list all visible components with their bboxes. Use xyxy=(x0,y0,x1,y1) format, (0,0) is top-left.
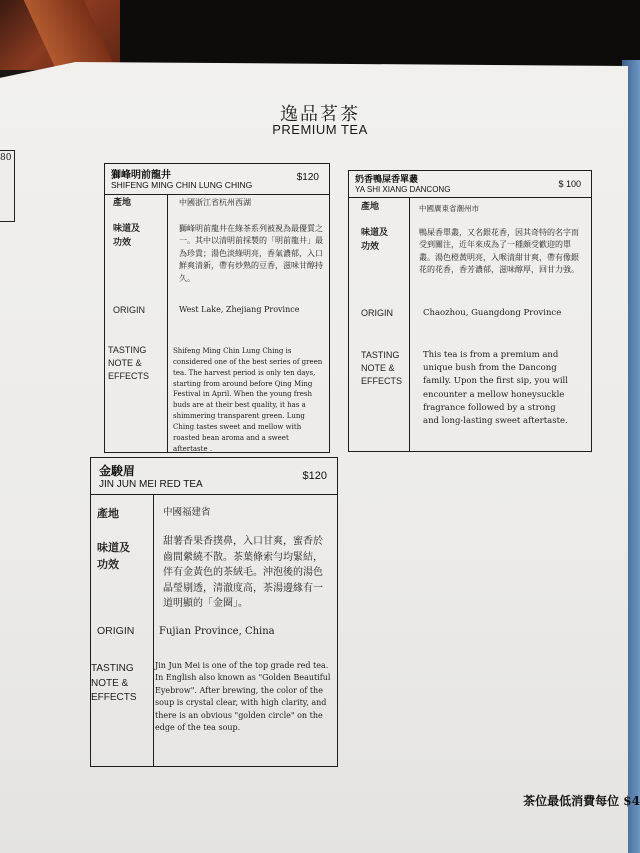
origin-label-chinese: 產地 xyxy=(97,507,119,520)
origin-label-english: ORIGIN xyxy=(97,625,135,637)
menu-title-chinese: 逸品茗茶 xyxy=(280,104,360,125)
tea-card-shifeng-lung-ching xyxy=(104,163,330,453)
tea-name-english: SHIFENG MING CHIN LUNG CHING xyxy=(111,180,253,190)
origin-label-english: ORIGIN xyxy=(113,305,146,315)
column-divider xyxy=(409,197,410,451)
taste-label-chinese: 味道及 功效 xyxy=(113,224,141,248)
tea-name-english: JIN JUN MEI RED TEA xyxy=(99,479,203,490)
previous-page-price-fragment: 80 xyxy=(0,153,12,163)
column-divider xyxy=(153,494,154,766)
tasting-notes-value: Shifeng Ming Chin Lung Ching is considered one of the best series of green tea. The harvest period is only ten days, starting from around before Qing Ming Festival in April. When the young fresh buds are at their best quality, it has a shimmering transparent green. Lung Ching tastes sweet and mellow with roasted bean aroma and a sweet aftertaste . xyxy=(173,347,323,453)
menu-title-english: PREMIUM TEA xyxy=(272,122,368,137)
origin-label-chinese: 產地 xyxy=(361,202,380,212)
origin-label-chinese: 產地 xyxy=(113,198,132,208)
taste-value-chinese: 獅峰明前龍井在綠茶系列被視為最優質之一。其中以清明前採製的「明前龍井」最為珍貴；湯色淡綠明亮，香氣濃郁，入口鮮爽清新，帶有炒熟的豆香，滋味甘醇持久。 xyxy=(179,224,323,283)
taste-label-chinese: 味道及 功效 xyxy=(97,541,130,571)
tea-price: $ 100 xyxy=(558,179,581,189)
origin-value-chinese: 中國廣東省潮州市 xyxy=(419,204,479,213)
tasting-notes-label: TASTING NOTE & EFFECTS xyxy=(361,350,403,387)
minimum-charge-notice: 茶位最低消費每位 $4 xyxy=(523,794,640,808)
tea-card-header xyxy=(349,171,591,198)
previous-page-edge xyxy=(0,150,15,222)
tea-card-ya-shi-xiang xyxy=(348,170,592,452)
tea-name-chinese: 獅峰明前龍井 xyxy=(111,170,171,181)
origin-value-english: Chaozhou, Guangdong Province xyxy=(423,308,562,318)
tea-name-chinese: 奶香鴨屎香單叢 xyxy=(355,175,419,185)
tasting-notes-value: Jin Jun Mei is one of the top grade red tea. In English also known as "Golden Beautiful Eyebrow". After brewing, the color of the soup is crystal clear, with high clarity, and there is an obvious "golden circle" on the edge of the tea soup. xyxy=(155,661,331,732)
column-divider xyxy=(167,194,168,452)
origin-value-english: Fujian Province, China xyxy=(159,626,275,637)
tasting-notes-label: TASTING NOTE & EFFECTS xyxy=(91,663,137,703)
tea-name-chinese: 金駿眉 xyxy=(99,464,136,478)
tea-name-english: YA SHI XIANG DANCONG xyxy=(355,185,451,194)
origin-value-chinese: 中國福建省 xyxy=(163,507,211,518)
tea-card-header xyxy=(91,458,337,495)
taste-value-chinese: 甜薯香果香撲鼻，入口甘爽，蜜香於齒間縈繞不散。茶葉條索勻均緊結，伴有金黃色的茶絨毛。沖泡後的湯色晶瑩剔透，清澈度高，茶湯邊緣有一道明顯的「金圈」。 xyxy=(163,536,323,609)
taste-label-chinese: 味道及 功效 xyxy=(361,228,389,252)
tea-price: $120 xyxy=(296,172,319,183)
taste-value-chinese: 鴨屎香單叢，又名銀花香，因其奇特的名字而受到關注，近年來成為了一種頗受歡迎的單叢。湯色橙黃明亮，入喉清甜甘爽，帶有像銀花的花香，香芳濃郁，滋味醇厚，回甘力強。 xyxy=(419,228,579,275)
tasting-notes-label: TASTING NOTE & EFFECTS xyxy=(108,345,150,382)
origin-label-english: ORIGIN xyxy=(361,308,394,318)
origin-value-chinese: 中國浙江省杭州西湖 xyxy=(179,198,251,207)
tea-card-header xyxy=(105,164,329,195)
tea-price: $120 xyxy=(302,470,327,482)
origin-value-english: West Lake, Zhejiang Province xyxy=(179,305,300,314)
tea-card-jin-jun-mei xyxy=(90,457,338,767)
tasting-notes-value: This tea is from a premium and unique bush from the Dancong family. Upon the first sip, you will encounter a mellow honeysuckle fragrance followed by a strong and long-lasting sweet aftertaste. xyxy=(423,350,568,426)
